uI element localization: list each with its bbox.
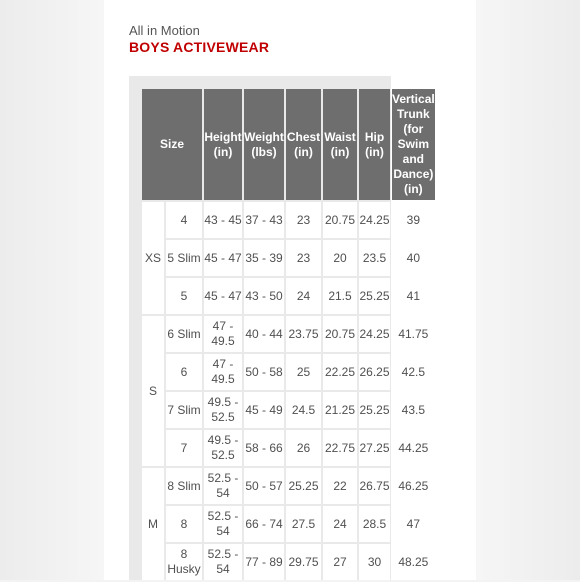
hip-cell: 28.5 (359, 506, 390, 542)
height-cell: 52.5 - 54 (204, 468, 242, 504)
header-size: Size (142, 89, 202, 200)
subsize-cell: 8 Slim (166, 468, 202, 504)
height-cell: 47 - 49.5 (204, 316, 242, 352)
subsize-cell: 7 Slim (166, 392, 202, 428)
table-row (142, 316, 435, 352)
height-cell: 47 - 49.5 (204, 354, 242, 390)
waist-cell: 20.75 (323, 202, 357, 238)
trunk-cell: 44.25 (392, 430, 435, 466)
chest-cell: 27.5 (286, 506, 321, 542)
subsize-cell: 5 (166, 278, 202, 314)
subsize-cell: 7 (166, 430, 202, 466)
weight-cell: 77 - 89 (244, 544, 284, 580)
waist-cell: 22.25 (323, 354, 357, 390)
trunk-cell: 40 (392, 240, 435, 276)
size-group-m: M (142, 468, 164, 580)
chest-cell: 26 (286, 430, 321, 466)
table-row (142, 430, 435, 466)
weight-cell: 37 - 43 (244, 202, 284, 238)
background-right (476, 0, 580, 580)
waist-cell: 24 (323, 506, 357, 542)
weight-cell: 58 - 66 (244, 430, 284, 466)
weight-cell: 66 - 74 (244, 506, 284, 542)
trunk-cell: 43.5 (392, 392, 435, 428)
height-cell: 45 - 47 (204, 278, 242, 314)
waist-cell: 22.75 (323, 430, 357, 466)
background-left (0, 0, 104, 580)
subsize-cell: 5 Slim (166, 240, 202, 276)
subsize-cell: 8 Husky (166, 544, 202, 580)
waist-cell: 20 (323, 240, 357, 276)
height-cell: 52.5 - 54 (204, 544, 242, 580)
chest-cell: 25 (286, 354, 321, 390)
weight-cell: 35 - 39 (244, 240, 284, 276)
subsize-cell: 6 Slim (166, 316, 202, 352)
height-cell: 43 - 45 (204, 202, 242, 238)
chest-cell: 23 (286, 202, 321, 238)
height-cell: 49.5 - 52.5 (204, 392, 242, 428)
hip-cell: 27.25 (359, 430, 390, 466)
chest-cell: 23.75 (286, 316, 321, 352)
weight-cell: 45 - 49 (244, 392, 284, 428)
trunk-cell: 48.25 (392, 544, 435, 580)
trunk-cell: 41 (392, 278, 435, 314)
trunk-cell: 39 (392, 202, 435, 238)
height-cell: 45 - 47 (204, 240, 242, 276)
table-row (142, 354, 435, 390)
height-cell: 52.5 - 54 (204, 506, 242, 542)
header-hip: Hip (in) (359, 89, 390, 200)
table-row (142, 240, 435, 276)
header-vertical-trunk: Vertical Trunk (for Swim and Dance) (in) (392, 89, 435, 200)
hip-cell: 23.5 (359, 240, 390, 276)
chest-cell: 25.25 (286, 468, 321, 504)
trunk-cell: 46.25 (392, 468, 435, 504)
subsize-cell: 4 (166, 202, 202, 238)
hip-cell: 25.25 (359, 278, 390, 314)
waist-cell: 21.5 (323, 278, 357, 314)
table-row (142, 392, 435, 428)
header-height: Height (in) (204, 89, 242, 200)
hip-cell: 26.75 (359, 468, 390, 504)
subsize-cell: 6 (166, 354, 202, 390)
hip-cell: 30 (359, 544, 390, 580)
chest-cell: 24.5 (286, 392, 321, 428)
size-group-xs: XS (142, 202, 164, 314)
header-weight: Weight (lbs) (244, 89, 284, 200)
chest-cell: 24 (286, 278, 321, 314)
table-row (142, 202, 435, 238)
hip-cell: 25.25 (359, 392, 390, 428)
table-row (142, 468, 435, 504)
trunk-cell: 47 (392, 506, 435, 542)
size-group-s: S (142, 316, 164, 466)
table-row (142, 278, 435, 314)
chest-cell: 29.75 (286, 544, 321, 580)
chest-cell: 23 (286, 240, 321, 276)
weight-cell: 50 - 58 (244, 354, 284, 390)
hip-cell: 26.25 (359, 354, 390, 390)
trunk-cell: 42.5 (392, 354, 435, 390)
weight-cell: 40 - 44 (244, 316, 284, 352)
waist-cell: 21.25 (323, 392, 357, 428)
header-waist: Waist (in) (323, 89, 357, 200)
waist-cell: 27 (323, 544, 357, 580)
hip-cell: 24.25 (359, 202, 390, 238)
subsize-cell: 8 (166, 506, 202, 542)
size-chart-table (140, 87, 437, 582)
table-row (142, 506, 435, 542)
hip-cell: 24.25 (359, 316, 390, 352)
waist-cell: 22 (323, 468, 357, 504)
weight-cell: 50 - 57 (244, 468, 284, 504)
header-chest: Chest (in) (286, 89, 321, 200)
table-row (142, 544, 435, 580)
height-cell: 49.5 - 52.5 (204, 430, 242, 466)
weight-cell: 43 - 50 (244, 278, 284, 314)
brand-name: All in Motion (129, 23, 200, 38)
waist-cell: 20.75 (323, 316, 357, 352)
trunk-cell: 41.75 (392, 316, 435, 352)
page-title: BOYS ACTIVEWEAR (129, 39, 270, 55)
table-header-row (142, 89, 435, 200)
